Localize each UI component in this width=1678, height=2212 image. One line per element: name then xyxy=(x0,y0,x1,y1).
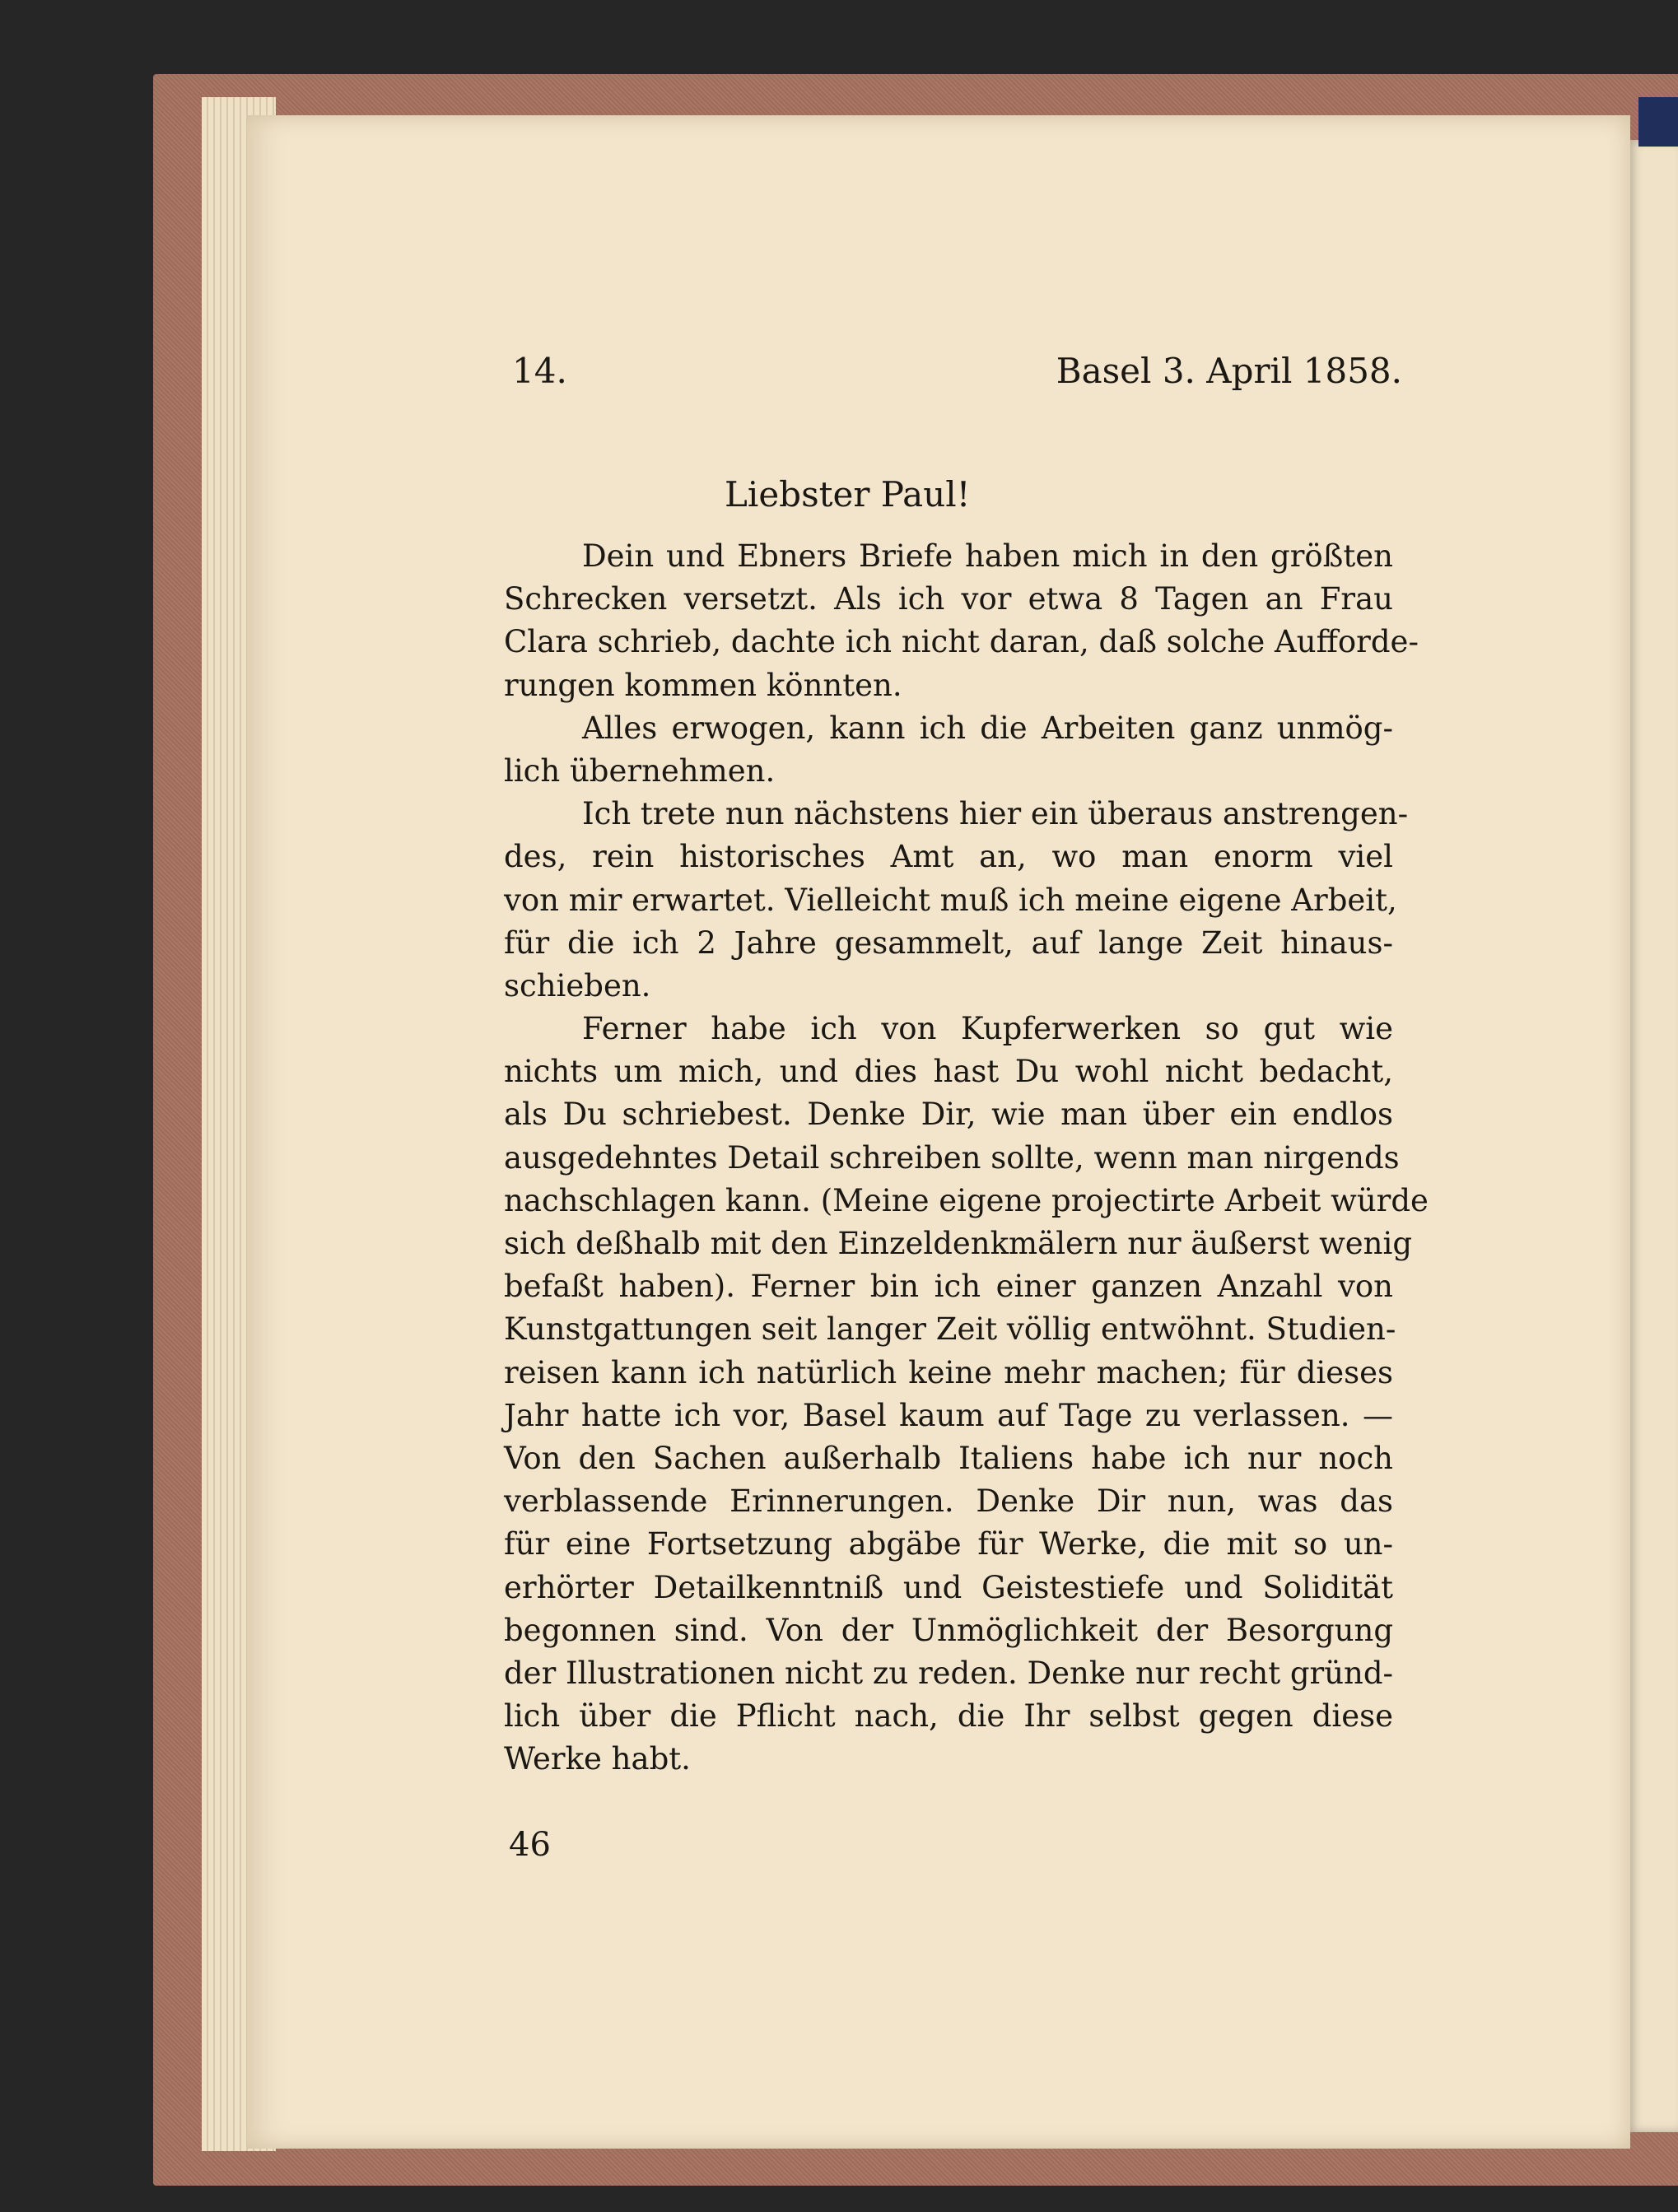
text-line: ausgedehntes Detail schreiben sollte, wenn man nirgends xyxy=(504,1139,1400,1176)
text-line: für die ich 2 Jahre gesammelt, auf lange Zeit hinaus- xyxy=(504,924,1393,961)
bookmark-ribbon xyxy=(1638,97,1678,147)
text-line: Von den Sachen außerhalb Italiens habe ich nur noch xyxy=(504,1440,1393,1476)
text-line: nichts um mich, und dies hast Du wohl nicht bedacht, xyxy=(504,1054,1393,1090)
text-line: sich deßhalb mit den Einzeldenkmälern nur äußerst wenig xyxy=(504,1226,1413,1261)
letter-body xyxy=(504,535,1429,1781)
salutation: Liebster Paul! xyxy=(725,474,971,515)
text-line: nachschlagen kann. (Meine eigene projectirte Arbeit würde xyxy=(504,1182,1429,1218)
text-line: schieben. xyxy=(504,967,651,1004)
text-line: lich über die Pflicht nach, die Ihr selbst gegen diese xyxy=(504,1698,1393,1735)
text-line: Clara schrieb, dachte ich nicht daran, daß solche Aufforde- xyxy=(504,624,1419,660)
text-line: Alles erwogen, kann ich die Arbeiten ganz unmög- xyxy=(582,710,1393,746)
text-line: für eine Fortsetzung abgäbe für Werke, die mit so un- xyxy=(504,1526,1393,1562)
text-line: begonnen sind. Von der Unmöglichkeit der Besorgung xyxy=(504,1612,1393,1648)
letter-number: 14. xyxy=(512,351,567,391)
text-line: rungen kommen könnten. xyxy=(504,667,902,703)
text-line: Kunstgattungen seit langer Zeit völlig entwöhnt. Studien- xyxy=(504,1311,1396,1348)
page-number: 46 xyxy=(509,1826,551,1864)
text-line: Ich trete nun nächstens hier ein überaus anstrengen- xyxy=(582,796,1409,832)
text-line: des, rein historisches Amt an, wo man enorm viel xyxy=(504,839,1393,875)
text-line: Werke habt. xyxy=(504,1741,691,1777)
letter-date: Basel 3. April 1858. xyxy=(1056,351,1402,391)
text-line: erhörter Detailkenntniß und Geistestiefe und Solidität xyxy=(504,1569,1393,1605)
text-line: Jahr hatte ich vor, Basel kaum auf Tage zu verlassen. — xyxy=(504,1397,1393,1433)
text-line: Dein und Ebners Briefe haben mich in den größten xyxy=(582,538,1393,574)
text-line: befaßt haben). Ferner bin ich einer ganzen Anzahl von xyxy=(504,1269,1393,1305)
text-line: verblassende Erinnerungen. Denke Dir nun, was das xyxy=(504,1483,1393,1520)
text-line: lich übernehmen. xyxy=(504,752,776,789)
text-line: der Illustrationen nicht zu reden. Denke nur recht gründ- xyxy=(504,1655,1394,1691)
text-line: als Du schriebest. Denke Dir, wie man über ein endlos xyxy=(504,1097,1393,1133)
text-line: von mir erwartet. Vielleicht muß ich meine eigene Arbeit, xyxy=(504,882,1397,918)
text-line: Schrecken versetzt. Als ich vor etwa 8 Tagen an Frau xyxy=(504,581,1393,617)
facing-page-edge xyxy=(1626,140,1678,2132)
text-line: Ferner habe ich von Kupferwerken so gut wie xyxy=(582,1011,1393,1047)
text-line: reisen kann ich natürlich keine mehr machen; für dieses xyxy=(504,1354,1393,1390)
